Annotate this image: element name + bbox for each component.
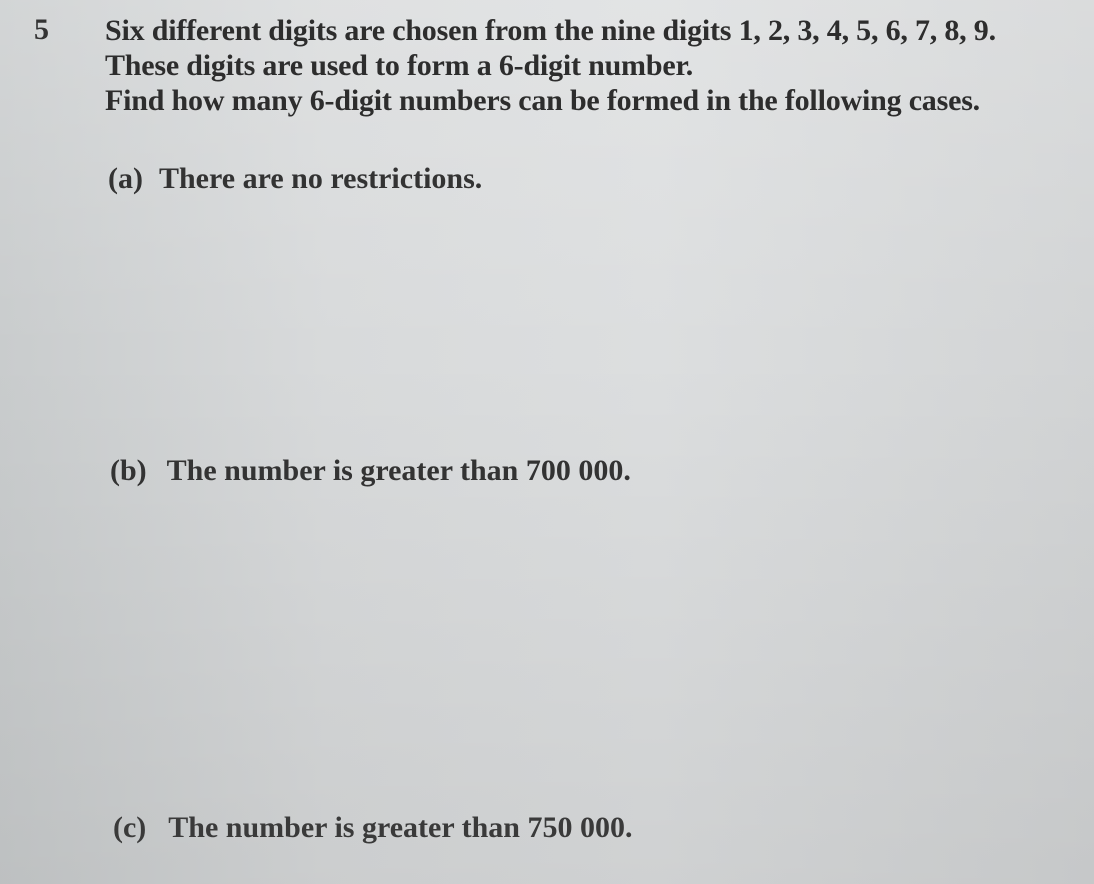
question-number: 5 xyxy=(34,13,49,46)
part-a-text: There are no restrictions. xyxy=(158,162,483,195)
part-a xyxy=(108,162,482,196)
question-line-1: Six different digits are chosen from the nine digits 1, 2, 3, 4, 5, 6, 7, 8, 9. xyxy=(105,14,996,47)
question-line-3: Find how many 6-digit numbers can be formed in the following cases. xyxy=(105,84,980,117)
question-line-2: These digits are used to form a 6-digit number. xyxy=(105,49,694,82)
part-c-text: The number is greater than 750 000. xyxy=(168,811,633,844)
part-b-text: The number is greater than 700 000. xyxy=(166,454,631,487)
question-intro xyxy=(105,13,1085,118)
part-b xyxy=(110,454,631,488)
part-b-label: (b) xyxy=(110,454,147,487)
part-a-label: (a) xyxy=(108,162,143,195)
part-c xyxy=(113,811,632,845)
part-c-label: (c) xyxy=(113,811,147,844)
